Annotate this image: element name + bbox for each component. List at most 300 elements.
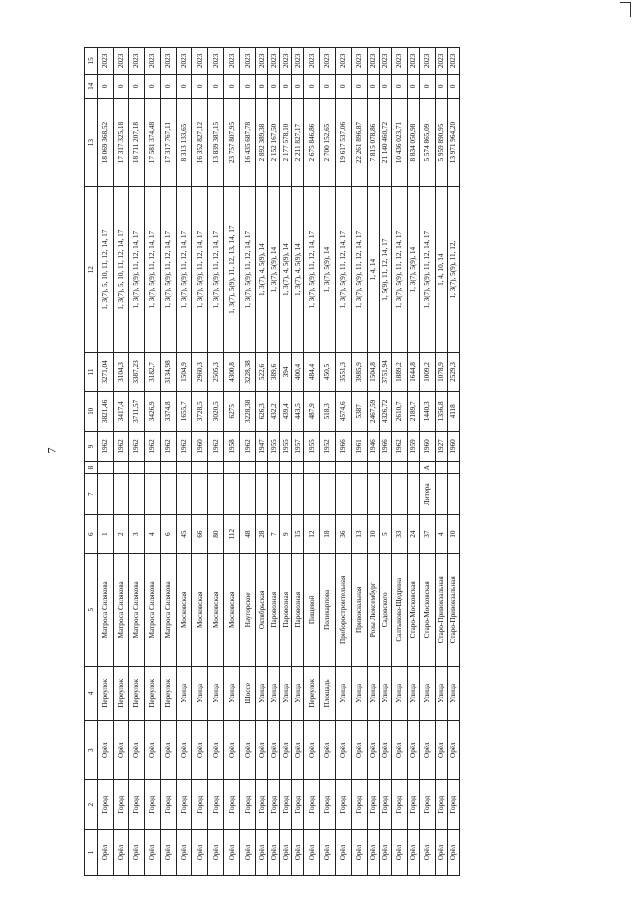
table-row bbox=[160, 48, 176, 876]
table-cell: 1952 bbox=[320, 431, 336, 461]
table-cell: Матроса Силякова bbox=[144, 554, 160, 667]
table-cell: 1955 bbox=[280, 431, 292, 461]
table-cell: 1, 3(7), 5(9), 11, 12, 14, 17 bbox=[335, 187, 351, 353]
table-cell: 6275 bbox=[224, 391, 240, 431]
table-cell: 1962 bbox=[176, 431, 192, 461]
table-cell: 24 bbox=[407, 515, 419, 554]
table-cell: Московская bbox=[208, 554, 224, 667]
table-cell bbox=[351, 474, 367, 515]
table-cell: 7 bbox=[268, 515, 280, 554]
table-cell: Город bbox=[292, 780, 304, 830]
table-cell bbox=[268, 474, 280, 515]
table-cell: 2023 bbox=[128, 48, 144, 75]
table-cell: 1440,3 bbox=[419, 391, 435, 431]
table-cell: 1, 3(7), 5(9), 11, 12, 14, 17 bbox=[391, 187, 407, 353]
table-cell: Паровозная bbox=[280, 554, 292, 667]
table-cell: 18 bbox=[320, 515, 336, 554]
table-row bbox=[292, 48, 304, 876]
table-cell: 1, 3(7), 5(9), 11, 12, 14, 17 bbox=[176, 187, 192, 353]
table-cell: 3271,04 bbox=[98, 353, 114, 392]
table-cell: 1078,9 bbox=[435, 353, 447, 392]
table-cell: 16 435 687,78 bbox=[240, 98, 256, 186]
table-cell: Орёл bbox=[320, 830, 336, 876]
table-cell: 16 352 827,12 bbox=[192, 98, 208, 186]
table-row bbox=[128, 48, 144, 876]
table-cell: Город bbox=[256, 780, 268, 830]
table-cell: Улица bbox=[292, 666, 304, 720]
table-row bbox=[192, 48, 208, 876]
page-number: 7 bbox=[44, 447, 59, 454]
table-cell bbox=[447, 462, 459, 474]
table-cell: Город bbox=[176, 780, 192, 830]
table-cell: 1504,8 bbox=[367, 353, 379, 392]
table-cell: Орёл bbox=[304, 721, 320, 780]
table-cell: 1962 bbox=[98, 431, 114, 461]
table-cell: Московская bbox=[176, 554, 192, 667]
table-cell: Орёл bbox=[256, 830, 268, 876]
table-cell: 439,4 bbox=[280, 391, 292, 431]
table-cell: 1, 3(7), 5(9), 14 bbox=[320, 187, 336, 353]
table-cell: 1, 3(7), 5(9), 11, 12, 14, 17 bbox=[192, 187, 208, 353]
table-cell: 0 bbox=[144, 74, 160, 98]
table-cell: Орёл bbox=[208, 830, 224, 876]
table-cell: 1 bbox=[98, 515, 114, 554]
table-cell: 0 bbox=[419, 74, 435, 98]
table-cell: 1, 3(7), 5(9), 14 bbox=[268, 187, 280, 353]
table-cell: Улица bbox=[280, 666, 292, 720]
table-cell bbox=[113, 474, 128, 515]
table-cell: 1962 bbox=[208, 431, 224, 461]
table-cell: А bbox=[419, 462, 435, 474]
table-cell: Город bbox=[160, 780, 176, 830]
table-cell: Город bbox=[113, 780, 128, 830]
table-cell: 1, 3(7), 5(9), 11, 12, 14, 17 bbox=[351, 187, 367, 353]
table-cell: 0 bbox=[192, 74, 208, 98]
table-cell bbox=[208, 474, 224, 515]
table-cell: 2 152 167,50 bbox=[268, 98, 280, 186]
table-cell: 33 bbox=[391, 515, 407, 554]
table-cell: Улица bbox=[268, 666, 280, 720]
table-cell: 1959 bbox=[407, 431, 419, 461]
table-cell: 2960,3 bbox=[192, 353, 208, 392]
table-cell: 5 bbox=[379, 515, 391, 554]
table-row bbox=[407, 48, 419, 876]
table-cell: Город bbox=[379, 780, 391, 830]
table-cell: 10 bbox=[367, 515, 379, 554]
table-cell: 0 bbox=[98, 74, 114, 98]
table-cell: Город bbox=[144, 780, 160, 830]
table-cell: 3374,8 bbox=[160, 391, 176, 431]
table-cell: Орёл bbox=[128, 830, 144, 876]
table-cell: 0 bbox=[435, 74, 447, 98]
table-cell: Улица bbox=[208, 666, 224, 720]
table-cell bbox=[379, 462, 391, 474]
table-cell: 0 bbox=[240, 74, 256, 98]
header-cell: 12 bbox=[85, 187, 98, 353]
table-cell: 0 bbox=[208, 74, 224, 98]
table-cell bbox=[176, 462, 192, 474]
table-cell: 8 313 133,65 bbox=[176, 98, 192, 186]
table-cell: Город bbox=[367, 780, 379, 830]
table-cell bbox=[268, 462, 280, 474]
table-cell: 2 177 578,10 bbox=[280, 98, 292, 186]
table-cell: 0 bbox=[391, 74, 407, 98]
table-row bbox=[367, 48, 379, 876]
table-cell bbox=[224, 462, 240, 474]
table-cell: Орёл bbox=[304, 830, 320, 876]
table-cell: Розы Люксембург bbox=[367, 554, 379, 667]
table-row bbox=[379, 48, 391, 876]
table-cell: 2 892 389,38 bbox=[256, 98, 268, 186]
table-cell: 80 bbox=[208, 515, 224, 554]
table-cell: 36 bbox=[335, 515, 351, 554]
table-row bbox=[419, 48, 435, 876]
table-cell: 3 bbox=[128, 515, 144, 554]
table-cell bbox=[447, 474, 459, 515]
table-cell bbox=[224, 474, 240, 515]
table-cell: 0 bbox=[268, 74, 280, 98]
table-cell bbox=[280, 462, 292, 474]
table-cell: 37 bbox=[419, 515, 435, 554]
table-cell: Город bbox=[419, 780, 435, 830]
table-cell: 0 bbox=[304, 74, 320, 98]
table-cell: Город bbox=[335, 780, 351, 830]
table-cell bbox=[292, 474, 304, 515]
table-cell: 48 bbox=[240, 515, 256, 554]
table-cell: 19 617 537,06 bbox=[335, 98, 351, 186]
table-row bbox=[351, 48, 367, 876]
table-cell: 18 069 368,52 bbox=[98, 98, 114, 186]
table-cell: Улица bbox=[367, 666, 379, 720]
table-cell: 2529,3 bbox=[447, 353, 459, 392]
table-cell: Переулок bbox=[160, 666, 176, 720]
table-cell bbox=[320, 462, 336, 474]
header-cell: 1 bbox=[85, 830, 98, 876]
table-cell: Переулок bbox=[128, 666, 144, 720]
table-cell: Садовского bbox=[379, 554, 391, 667]
table-cell: 1, 3(7), 5(9), 11, 12, 14, 17 bbox=[419, 187, 435, 353]
table-cell: 1960 bbox=[447, 431, 459, 461]
table-cell: 2023 bbox=[447, 48, 459, 75]
table-cell bbox=[98, 462, 114, 474]
table-cell bbox=[435, 462, 447, 474]
table-cell: Орёл bbox=[128, 721, 144, 780]
table-cell: Улица bbox=[256, 666, 268, 720]
table-cell: 112 bbox=[224, 515, 240, 554]
table-row bbox=[447, 48, 459, 876]
table-cell: Октябрьская bbox=[256, 554, 268, 667]
table-cell: 4326,72 bbox=[379, 391, 391, 431]
table-cell: 1, 3(7), 5(9), 11, 12, 14, 17 bbox=[240, 187, 256, 353]
table-cell: Орёл bbox=[419, 721, 435, 780]
table-cell bbox=[407, 474, 419, 515]
table-cell: 522,6 bbox=[256, 353, 268, 392]
table-row bbox=[113, 48, 128, 876]
table-cell: Старо-Московская bbox=[407, 554, 419, 667]
table-cell: Орёл bbox=[320, 721, 336, 780]
table-cell: Орёл bbox=[379, 830, 391, 876]
header-cell: 7 bbox=[85, 474, 98, 515]
table-cell: Город bbox=[98, 780, 114, 830]
table-cell: 1, 3(7), 5, 10, 11, 12, 14, 17 bbox=[113, 187, 128, 353]
table-cell: Орёл bbox=[351, 721, 367, 780]
table-cell: Орёл bbox=[268, 721, 280, 780]
table-cell: Орёл bbox=[268, 830, 280, 876]
header-cell: 10 bbox=[85, 391, 98, 431]
table-cell: Улица bbox=[447, 666, 459, 720]
table-cell: Наугорское bbox=[240, 554, 256, 667]
table-cell: 2023 bbox=[419, 48, 435, 75]
table-cell bbox=[160, 462, 176, 474]
table-cell: 10 bbox=[447, 515, 459, 554]
table-cell: 1962 bbox=[160, 431, 176, 461]
table-cell bbox=[304, 474, 320, 515]
table-cell: Город bbox=[447, 780, 459, 830]
table-row bbox=[391, 48, 407, 876]
table-cell: 6 bbox=[160, 515, 176, 554]
table-cell: Старо-Московская bbox=[419, 554, 435, 667]
table-cell: 1947 bbox=[256, 431, 268, 461]
table-row bbox=[435, 48, 447, 876]
housing-table bbox=[84, 47, 460, 876]
table-cell: 3182,7 bbox=[144, 353, 160, 392]
table-cell: Орёл bbox=[98, 830, 114, 876]
table-cell: Приборостроительная bbox=[335, 554, 351, 667]
table-cell: 3134,98 bbox=[160, 353, 176, 392]
table-cell: 1889,2 bbox=[391, 353, 407, 392]
table-cell: Орёл bbox=[447, 830, 459, 876]
table-cell: 4 bbox=[144, 515, 160, 554]
table-cell: 2023 bbox=[304, 48, 320, 75]
table-cell: Город bbox=[192, 780, 208, 830]
table-cell: 2023 bbox=[391, 48, 407, 75]
table-cell: Пищевой bbox=[304, 554, 320, 667]
table-cell: Орёл bbox=[447, 721, 459, 780]
table-cell: 389,6 bbox=[268, 353, 280, 392]
table-cell: 7 815 078,86 bbox=[367, 98, 379, 186]
table-cell: Старо-Привокзальная bbox=[435, 554, 447, 667]
table-cell: 0 bbox=[335, 74, 351, 98]
table-cell: 1504,9 bbox=[176, 353, 192, 392]
table-cell: 2023 bbox=[208, 48, 224, 75]
table-cell: Литера bbox=[419, 474, 435, 515]
table-cell: 2023 bbox=[280, 48, 292, 75]
table-cell: 1962 bbox=[144, 431, 160, 461]
header-cell: 13 bbox=[85, 98, 98, 186]
table-cell: Привокзальная bbox=[351, 554, 367, 667]
header-cell: 14 bbox=[85, 74, 98, 98]
table-cell: Орёл bbox=[176, 830, 192, 876]
table-cell: Орёл bbox=[407, 721, 419, 780]
table-cell: 0 bbox=[351, 74, 367, 98]
table-cell: Орёл bbox=[280, 721, 292, 780]
table-cell: Орёл bbox=[113, 721, 128, 780]
table-cell: Орёл bbox=[113, 830, 128, 876]
table-cell: 2023 bbox=[113, 48, 128, 75]
table-cell: Орёл bbox=[144, 721, 160, 780]
table-cell: Переулок bbox=[98, 666, 114, 720]
table-cell: 1962 bbox=[240, 431, 256, 461]
table-cell: 2023 bbox=[335, 48, 351, 75]
table-cell: 2 675 846,86 bbox=[304, 98, 320, 186]
table-cell: Орёл bbox=[280, 830, 292, 876]
table-cell: Шоссе bbox=[240, 666, 256, 720]
table-cell: Улица bbox=[335, 666, 351, 720]
table-row bbox=[320, 48, 336, 876]
table-cell: 0 bbox=[224, 74, 240, 98]
table-cell: 3728,5 bbox=[192, 391, 208, 431]
table-cell: 2023 bbox=[256, 48, 268, 75]
table-cell: Орёл bbox=[435, 830, 447, 876]
table-cell: 4574,6 bbox=[335, 391, 351, 431]
table-cell: 0 bbox=[407, 74, 419, 98]
table-cell: Матроса Силякова bbox=[113, 554, 128, 667]
table-cell: 8 834 050,98 bbox=[407, 98, 419, 186]
table-cell: Город bbox=[320, 780, 336, 830]
header-cell: 4 bbox=[85, 666, 98, 720]
table-cell: 2189,7 bbox=[407, 391, 419, 431]
table-cell: 66 bbox=[192, 515, 208, 554]
table-cell bbox=[367, 462, 379, 474]
table-cell: 1961 bbox=[351, 431, 367, 461]
table-cell: 13 bbox=[351, 515, 367, 554]
table-cell: 1, 3(7), 5(9), 11, 12, 14, 17 bbox=[128, 187, 144, 353]
table-cell bbox=[98, 474, 114, 515]
table-cell: 0 bbox=[160, 74, 176, 98]
table-cell: 1, 3(7), 5, 10, 11, 12, 14, 17 bbox=[98, 187, 114, 353]
table-cell: 1966 bbox=[335, 431, 351, 461]
table-cell: Орёл bbox=[335, 830, 351, 876]
table-cell: Орёл bbox=[292, 830, 304, 876]
table-cell: Орёл bbox=[98, 721, 114, 780]
table-cell: 1962 bbox=[391, 431, 407, 461]
table-cell bbox=[192, 462, 208, 474]
table-cell: 0 bbox=[280, 74, 292, 98]
table-cell: 4300,8 bbox=[224, 353, 240, 392]
table-cell: 3751,94 bbox=[379, 353, 391, 392]
table-cell: Город bbox=[240, 780, 256, 830]
table-cell: 0 bbox=[176, 74, 192, 98]
table-cell: 4118 bbox=[447, 391, 459, 431]
table-cell: Город bbox=[268, 780, 280, 830]
table-cell bbox=[280, 474, 292, 515]
table-cell: 2023 bbox=[379, 48, 391, 75]
table-cell: 0 bbox=[128, 74, 144, 98]
table-cell: Город bbox=[304, 780, 320, 830]
table-cell: 1960 bbox=[192, 431, 208, 461]
table-cell: Орёл bbox=[367, 830, 379, 876]
table-cell: 518,3 bbox=[320, 391, 336, 431]
table-cell: Город bbox=[407, 780, 419, 830]
table-cell: 1655,7 bbox=[176, 391, 192, 431]
table-row bbox=[304, 48, 320, 876]
table-cell: 3426,9 bbox=[144, 391, 160, 431]
table-cell: Улица bbox=[176, 666, 192, 720]
table-cell bbox=[192, 474, 208, 515]
table-row bbox=[98, 48, 114, 876]
table-cell: 21 140 460,72 bbox=[379, 98, 391, 186]
header-row bbox=[85, 48, 98, 876]
table-cell: 0 bbox=[320, 74, 336, 98]
table-cell: 2023 bbox=[98, 48, 114, 75]
table-cell: 5 574 865,09 bbox=[419, 98, 435, 186]
table-cell: 0 bbox=[256, 74, 268, 98]
table-cell: Переулок bbox=[113, 666, 128, 720]
table-cell: Орёл bbox=[192, 830, 208, 876]
table-cell: 1958 bbox=[224, 431, 240, 461]
table-cell: 3985,9 bbox=[351, 353, 367, 392]
table-cell: 2023 bbox=[192, 48, 208, 75]
table-cell: Орёл bbox=[144, 830, 160, 876]
table-cell: Матроса Силякова bbox=[98, 554, 114, 667]
table-cell: Московская bbox=[192, 554, 208, 667]
table-cell: Улица bbox=[379, 666, 391, 720]
table-cell: 1, 5(9), 11, 12, 14, 17 bbox=[379, 187, 391, 353]
table-cell bbox=[256, 462, 268, 474]
table-cell: 450,5 bbox=[320, 353, 336, 392]
table-cell: 432,2 bbox=[268, 391, 280, 431]
table-cell: 484,4 bbox=[304, 353, 320, 392]
table-cell: 9 bbox=[280, 515, 292, 554]
table-cell: Переулок bbox=[304, 666, 320, 720]
table-cell: Орёл bbox=[379, 721, 391, 780]
table-row bbox=[335, 48, 351, 876]
table-cell bbox=[240, 474, 256, 515]
table-row bbox=[176, 48, 192, 876]
table-cell: Улица bbox=[435, 666, 447, 720]
table-cell bbox=[304, 462, 320, 474]
table-cell: 2023 bbox=[240, 48, 256, 75]
table-cell: 2023 bbox=[351, 48, 367, 75]
table-cell: 1, 3(7), 5(9), 11, 12, bbox=[447, 187, 459, 353]
table-cell: 4 bbox=[435, 515, 447, 554]
table-cell: Московская bbox=[224, 554, 240, 667]
table-cell: 15 bbox=[292, 515, 304, 554]
table-cell: Улица bbox=[391, 666, 407, 720]
table-cell: 400,4 bbox=[292, 353, 304, 392]
table-row bbox=[256, 48, 268, 876]
table-body bbox=[98, 48, 460, 876]
table-cell bbox=[367, 474, 379, 515]
table-cell: 3417,4 bbox=[113, 391, 128, 431]
table-cell: 1, 3(7), 4, 5(9), 14 bbox=[292, 187, 304, 353]
table-cell: 0 bbox=[379, 74, 391, 98]
table-cell: 1, 3(7), 4, 5(9), 14 bbox=[280, 187, 292, 353]
table-cell: 12 bbox=[304, 515, 320, 554]
table-cell: 18 711 207,18 bbox=[128, 98, 144, 186]
table-row bbox=[268, 48, 280, 876]
table-cell: 2023 bbox=[292, 48, 304, 75]
table-cell: 2023 bbox=[407, 48, 419, 75]
table-row bbox=[240, 48, 256, 876]
table-cell: 0 bbox=[447, 74, 459, 98]
header-cell: 2 bbox=[85, 780, 98, 830]
table-cell: 17 581 374,48 bbox=[144, 98, 160, 186]
table-cell: Орёл bbox=[351, 830, 367, 876]
table-cell bbox=[335, 462, 351, 474]
table-cell bbox=[351, 462, 367, 474]
table-cell: 13 971 964,20 bbox=[447, 98, 459, 186]
table-cell bbox=[391, 474, 407, 515]
table-cell: Улица bbox=[419, 666, 435, 720]
table-cell: Город bbox=[435, 780, 447, 830]
table-cell: 2023 bbox=[176, 48, 192, 75]
table-cell: 626,3 bbox=[256, 391, 268, 431]
table-cell: Орёл bbox=[208, 721, 224, 780]
table-cell: 1962 bbox=[128, 431, 144, 461]
table-cell: 1955 bbox=[304, 431, 320, 461]
table-cell: 3228,38 bbox=[240, 391, 256, 431]
